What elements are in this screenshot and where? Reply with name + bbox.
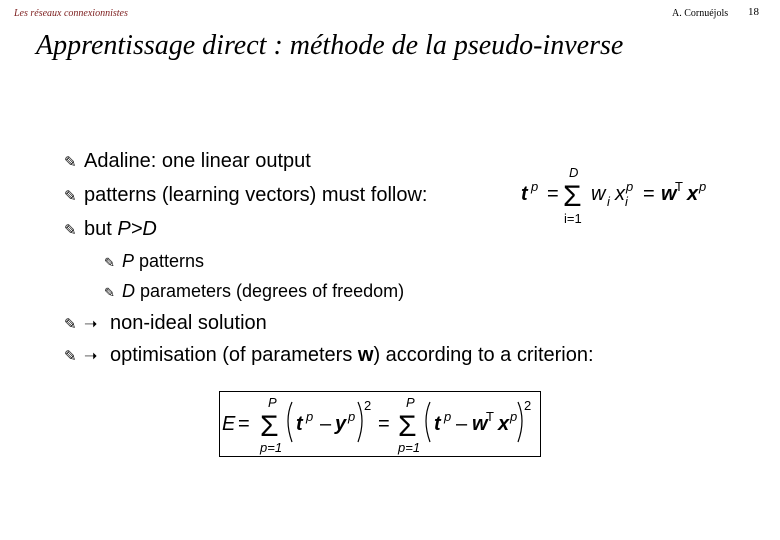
left-paren-2 xyxy=(426,402,430,442)
sum-symbol: Σ xyxy=(260,410,279,443)
bullet-text: patterns (learning vectors) must follow: xyxy=(84,184,428,206)
formula-w-vector: w xyxy=(661,183,677,205)
sum-lower-2: p=1 xyxy=(398,440,421,455)
bullet-math: P>D xyxy=(117,218,157,240)
subbullet-text: patterns xyxy=(134,251,205,271)
sum-upper-2: P xyxy=(406,395,415,410)
bullet-adaline xyxy=(64,150,311,174)
bullet-optimisation xyxy=(64,344,594,368)
formula-y: y xyxy=(335,413,347,435)
linear-output-formula xyxy=(515,164,730,230)
pencil-bullet-icon: ✎ xyxy=(64,316,77,333)
subbullet-var: P xyxy=(122,251,135,271)
slide-title: Apprentissage direct : méthode de la pseudo-inverse xyxy=(36,30,624,61)
formula-equals-2: = xyxy=(378,413,390,435)
criterion-formula xyxy=(220,392,540,456)
formula-x-sup: p xyxy=(510,409,518,424)
pencil-bullet-icon: ✎ xyxy=(104,255,115,270)
formula-E: E xyxy=(222,413,236,435)
subbullet-text: parameters (degrees of freedom) xyxy=(135,281,405,301)
bullet-text: but xyxy=(84,218,118,240)
bullet-text-suffix: ) according to a criterion: xyxy=(373,344,594,366)
formula-sum-lower: i=1 xyxy=(564,211,582,226)
formula-x-subscript: i xyxy=(625,194,628,209)
formula-t-sup-2: p xyxy=(444,409,452,424)
author-name: A. Cornuéjols xyxy=(672,8,729,19)
right-paren-2 xyxy=(518,402,522,442)
formula-t-sup: p xyxy=(306,409,314,424)
page-number: 18 xyxy=(748,6,759,18)
formula-t-superscript: p xyxy=(531,179,539,194)
formula-equals-2: = xyxy=(643,183,655,205)
formula-minus-2: – xyxy=(456,413,468,435)
formula-t: t xyxy=(296,413,303,435)
right-arrow-icon: ➝ xyxy=(84,316,98,333)
formula-square: 2 xyxy=(364,398,372,413)
bullet-text: non-ideal solution xyxy=(110,312,267,334)
bullet-var: w xyxy=(357,344,374,366)
bullet-patterns xyxy=(64,184,427,208)
formula-transpose: T xyxy=(675,179,683,194)
formula-square-2: 2 xyxy=(524,398,532,413)
formula-transpose: T xyxy=(486,409,494,424)
formula-x-vector: x xyxy=(687,183,699,205)
formula-y-sup: p xyxy=(348,409,356,424)
sum-symbol-2: Σ xyxy=(398,410,417,443)
bullet-text: Adaline: one linear output xyxy=(84,150,311,172)
pencil-bullet-icon: ✎ xyxy=(64,348,77,365)
formula-x: x xyxy=(498,413,510,435)
formula-x-superscript: p xyxy=(626,179,634,194)
subbullet-parameters xyxy=(104,280,404,304)
right-arrow-icon: ➝ xyxy=(84,348,98,365)
formula-x: x xyxy=(615,183,625,205)
subbullet-patterns xyxy=(104,250,204,274)
left-paren xyxy=(288,402,292,442)
sum-upper: P xyxy=(268,395,277,410)
formula-equals: = xyxy=(238,413,250,435)
formula-t-2: t xyxy=(434,413,441,435)
sum-lower: p=1 xyxy=(260,440,283,455)
pencil-bullet-icon: ✎ xyxy=(104,285,115,300)
bullet-text-prefix: optimisation (of parameters xyxy=(110,344,358,366)
formula-equals: = xyxy=(547,183,559,205)
course-title: Les réseaux connexionnistes xyxy=(14,8,128,19)
formula-sum-upper: D xyxy=(569,165,579,180)
formula-sum: Σ xyxy=(563,180,582,213)
formula-w-subscript: i xyxy=(607,194,610,209)
pencil-bullet-icon: ✎ xyxy=(64,154,77,171)
subbullet-var: D xyxy=(122,281,135,301)
bullet-but xyxy=(64,218,157,242)
criterion-formula-box xyxy=(219,391,541,457)
formula-w: w xyxy=(591,183,606,205)
formula-x-vector-superscript: p xyxy=(699,179,707,194)
right-paren xyxy=(358,402,362,442)
formula-w: w xyxy=(472,413,488,435)
formula-minus: – xyxy=(320,413,332,435)
bullet-non-ideal xyxy=(64,312,267,336)
pencil-bullet-icon: ✎ xyxy=(64,188,77,205)
pencil-bullet-icon: ✎ xyxy=(64,222,77,239)
formula-t: t xyxy=(521,183,528,205)
